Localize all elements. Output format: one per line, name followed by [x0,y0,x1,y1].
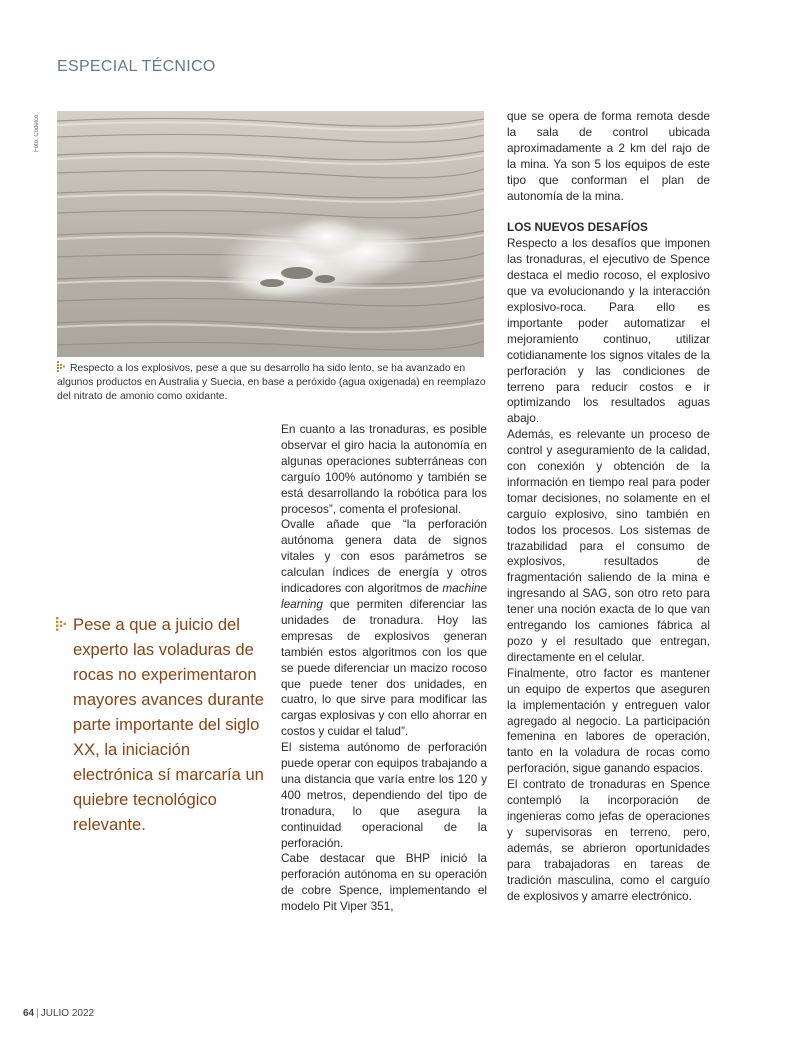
footer-separator: | [36,1008,39,1019]
photo-caption [57,361,489,404]
paragraph: El contrato de tronaduras en Spence contempló la incorporación de ingenieras como jefas de operaciones y supervisoras en terreno, pero, además, se abrieron oportunidades para trabajadoras en tareas de tradición masculina, como el carguío de explosivos y amarre electrónico. [507,777,710,903]
issue-date: JULIO 2022 [40,1008,95,1019]
paragraph: Finalmente, otro factor es mantener un equipo de expertos que aseguren la implementación y entreguen valor agregado al negocio. La participación femenina en labores de operación, tanto en la voladura de rocas como perforación, sigue ganando espacios. [507,665,710,776]
paragraph: Respecto a los desafíos que imponen las tronaduras, el ejecutivo de Spence destaca el medio rocoso, el explosivo que va evolucionando y la interacción explosivo-roca. Para ello es importante poder automatizar el mejoramiento continuo, utilizar cotidianamente los signos vitales de la perforación y las condiciones de terreno para reducir costos e ir optimizando los resultados aguas abajo. [507,236,710,426]
paragraph: En cuanto a las tronaduras, es posible observar el giro hacia la autonomía en algunas operaciones subterráneas con carguío 100% autónomo y también se está desarrollando la robótica para los procesos”, comenta el profesional. [281,422,487,516]
bullet-arrow-icon [56,617,70,631]
page-number: 64 [23,1008,35,1019]
page-footer [23,1008,94,1019]
photo-credit: Foto: Codelco [34,114,40,152]
paragraph: El sistema autónomo de perforación puede operar con equipos trabajando a una distancia que varía entre los 120 y 400 metros, dependiendo del tipo de tronadura, lo que asegura la continuidad operacional de la perforación. [281,740,487,850]
paragraph: Ovalle añade que “la perforación autónoma genera data de signos vitales y con esos parámetros se calculan índices de energía y otros indicadores con algoritmos de machine learning que permiten diferenciar las unidades de tronadura. Hoy las empresas de explosivos generan también estos algoritmos con los que se puede diferenciar un macizo rocoso que puede tener dos unidades, en cuatro, lo que sirve para modificar las cargas explosivas y con ello ahorrar en costos y cuidar el talud”. [281,517,487,739]
section-header: ESPECIAL TÉCNICO [57,58,216,75]
paragraph: que se opera de forma remota desde la sala de control ubicada aproximadamente a 2 km del rajo de la mina. Ya son 5 los equipos de este tipo que conforman el plan de autonomía de la mina. [507,109,710,203]
section-heading: LOS NUEVOS DESAFÍOS [507,220,648,235]
paragraph: Cabe destacar que BHP inició la perforación autónoma en su operación de cobre Spence, implementando el modelo Pit Viper 351, [281,851,487,914]
pull-quote-text: Pese a que a juicio del experto las voladuras de rocas no experimentaron mayores avances durante parte importante del siglo XX, la iniciación electrónica sí marcaría un quiebre tecnológico relevante. [73,615,264,834]
mine-blast-photo [57,111,484,357]
article-column-right [507,109,710,904]
bullet-arrow-icon [57,361,68,372]
caption-text: Respecto a los explosivos, pese a que su desarrollo ha sido lento, se ha avanzado en algunos productos en Australia y Suecia, en base a peróxido (agua oxigenada) en reemplazo del nitrato de amonio como oxidante. [57,363,486,402]
pull-quote [56,612,266,837]
article-column-middle [281,422,487,915]
paragraph: Además, es relevante un proceso de control y aseguramiento de la calidad, con conexión y obtención de la información en tiempo real para poder tomar decisiones, no solamente en el carguío explosivo, sino también en todos los procesos. Los sistemas de trazabilidad para el consumo de explosivos, resultados de fragmentación saliendo de la mina e ingresando al SAG, son otro reto para tener una noción exacta de lo que van entregando los camiones fábrica al pozo y el resultado que entregan, directamente en el celular. [507,427,710,664]
